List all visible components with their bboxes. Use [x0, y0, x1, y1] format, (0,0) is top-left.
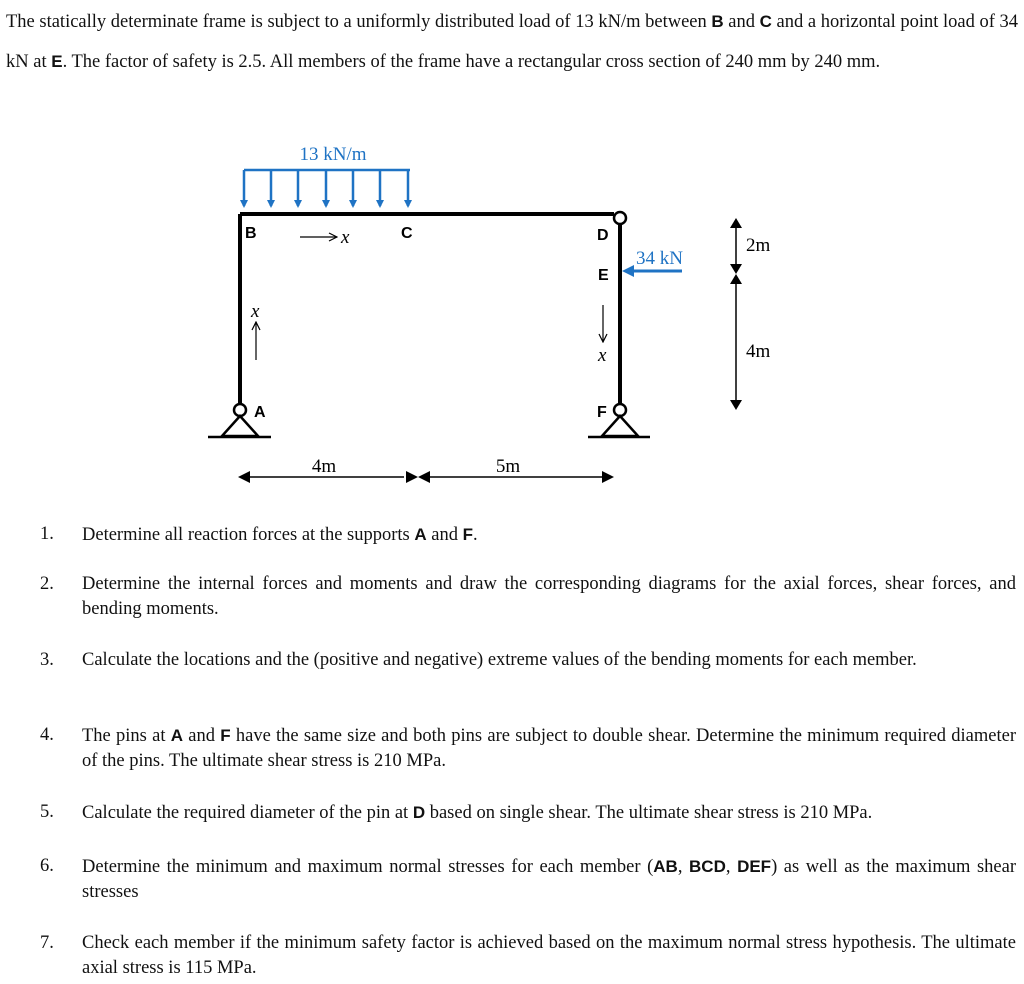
question-text-run: , — [725, 857, 738, 877]
question-text — [82, 854, 1016, 905]
dim-label-4m-horizontal: 4m — [311, 456, 337, 477]
local-axis-DEF — [597, 305, 607, 366]
node-label-D: D — [597, 227, 609, 244]
local-axis-AB — [250, 301, 260, 360]
node-ref-F: F — [462, 525, 473, 544]
node-ref-C: C — [759, 12, 772, 31]
question-text-run: Calculate the locations and the (positive and negative) extreme values of the bending moments for each member. — [82, 650, 917, 670]
node-label-B: B — [245, 225, 257, 242]
question-text — [82, 572, 1016, 622]
question-text — [82, 522, 1016, 548]
point-load-label: 34 kN — [636, 248, 683, 269]
node-ref-DEF: DEF — [737, 857, 772, 876]
node-label-C: C — [401, 225, 413, 242]
node-ref-E: E — [51, 52, 63, 71]
question-text-run: based on single shear. The ultimate shear stress is 210 MPa. — [425, 803, 873, 823]
axis-x-label-BCD: x — [341, 227, 350, 248]
question-number: 2. — [40, 574, 54, 594]
dim-label-2m: 2m — [746, 235, 771, 256]
pin-D — [614, 212, 626, 224]
node-label-F: F — [597, 404, 607, 421]
udl-label: 13 kN/m — [299, 144, 367, 165]
question-text — [82, 800, 1016, 826]
question-number: 5. — [40, 802, 54, 822]
question-text — [82, 931, 1016, 981]
node-label-E: E — [598, 267, 609, 284]
frame-members — [240, 214, 620, 404]
question-text-run: Determine the internal forces and moments and draw the corresponding diagrams for the axial forces, shear forces, and bending moments. — [82, 574, 1016, 619]
dim-label-5m-horizontal: 5m — [495, 456, 521, 477]
point-load-E — [622, 248, 683, 277]
question-text-run: The pins at — [82, 726, 171, 746]
question-text-run: and — [426, 525, 463, 545]
node-ref-B: B — [711, 12, 724, 31]
node-ref-BCD: BCD — [689, 857, 726, 876]
question-text-run: Check each member if the minimum safety factor is achieved based on the maximum normal stress hypothesis. The ultimate axial stress is 115 MPa. — [82, 933, 1016, 978]
question-text — [82, 723, 1016, 774]
node-ref-A: A — [170, 726, 183, 745]
question-text-run: ) as well as the maximum shear stresses — [82, 857, 1016, 902]
node-ref-AB: AB — [653, 857, 678, 876]
question-number: 1. — [40, 524, 54, 544]
question-text-run: Determine the minimum and maximum normal stresses for each member ( — [82, 857, 654, 877]
question-text-run: have the same size and both pins are subject to double shear. Determine the minimum required diameter of the pins. The ultimate shear stress is 210 MPa. — [82, 726, 1016, 771]
node-label-A: A — [254, 404, 266, 421]
question-number: 7. — [40, 933, 54, 953]
question-text-run: Calculate the required diameter of the pin at — [82, 803, 413, 823]
axis-x-label-AB: x — [251, 301, 260, 322]
question-number: 4. — [40, 725, 54, 745]
question-text — [82, 648, 1016, 673]
question-number: 3. — [40, 650, 54, 670]
local-axis-BCD — [300, 227, 350, 248]
question-text-run: . — [473, 525, 478, 545]
problem-intro-paragraph: The statically determinate frame is subject to a uniformly distributed load of 13 kN/m between B and C and a horizontal point load of 34 kN at E. The factor of safety is 2.5. All members of the frame have a rectangular cross section of 240 mm by 240 mm. — [6, 12, 1018, 72]
question-text-run: , — [677, 857, 690, 877]
dim-label-4m-vertical: 4m — [746, 341, 771, 362]
dimension-vertical — [730, 218, 771, 410]
question-text-run: and — [183, 726, 221, 746]
node-ref-A: A — [414, 525, 427, 544]
dimension-horizontal — [238, 456, 614, 483]
axis-x-label-DEF: x — [598, 345, 607, 366]
distributed-load — [244, 144, 410, 206]
question-number: 6. — [40, 856, 54, 876]
question-text-run: Determine all reaction forces at the supports — [82, 525, 415, 545]
node-ref-D: D — [412, 803, 426, 822]
udl-arrows — [244, 170, 408, 206]
node-ref-F: F — [220, 726, 231, 745]
